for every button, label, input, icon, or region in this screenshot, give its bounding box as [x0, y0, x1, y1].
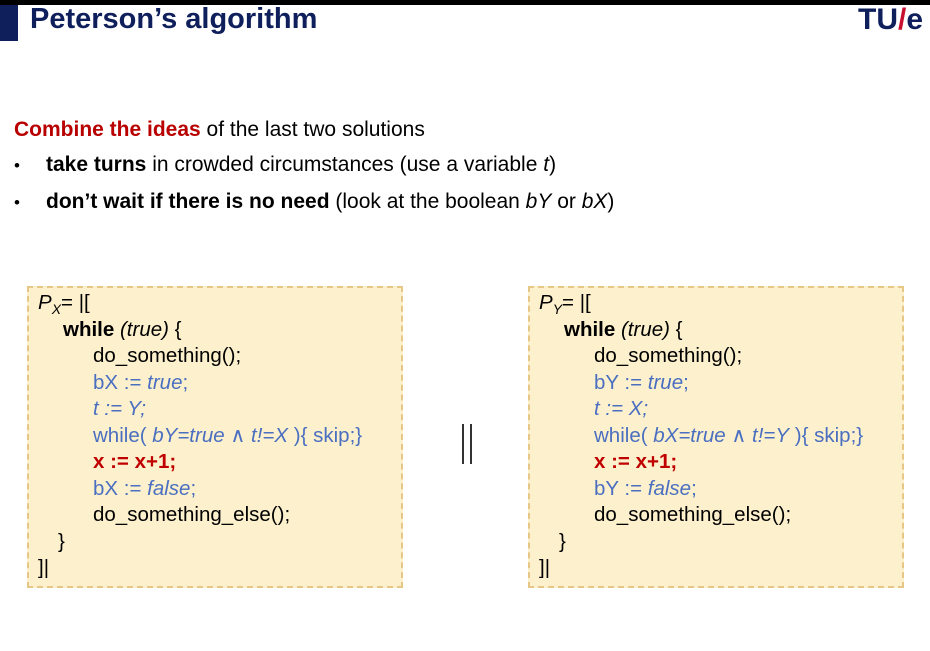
bullet-take-turns: • take turns in crowded circumstances (use a variable t)	[14, 152, 614, 179]
logo-tu: TU	[858, 3, 898, 36]
critical-section: x := x+1;	[594, 450, 678, 473]
logo-slash: /	[898, 3, 907, 36]
tue-logo	[858, 3, 923, 37]
slide-title: Peterson’s algorithm	[30, 3, 318, 35]
parallel-composition-symbol	[458, 424, 478, 464]
intro-line	[14, 117, 425, 143]
bullet-dont-wait: • don’t wait if there is no need (look at the boolean bY or bX)	[14, 189, 614, 216]
process-x-code: $P_X=$ |[ while (true) { do_something(); bX := true; t := Y; while( bY=true ∧ t!=X ){ skip;} x := x+1; bX := false; do_something_else(); } ]|	[38, 291, 363, 579]
logo-e: e	[906, 3, 924, 36]
bullet-dot-icon: •	[14, 156, 20, 175]
bullet-list	[14, 152, 614, 226]
process-y-code: $P_Y=$ |[ while (true) { do_something(); bY := true; t := X; while( bX=true ∧ t!=Y ){ skip;} x := x+1; bY := false; do_something_else(); } ]|	[539, 291, 864, 579]
process-y-box	[528, 286, 904, 588]
intro-rest: of the last two solutions	[200, 118, 425, 141]
intro-highlight: Combine the ideas	[14, 118, 201, 141]
bullet-dot-icon: •	[14, 193, 20, 212]
critical-section: x := x+1;	[93, 450, 177, 473]
process-x-box	[27, 286, 403, 588]
title-accent-bar	[0, 5, 18, 41]
